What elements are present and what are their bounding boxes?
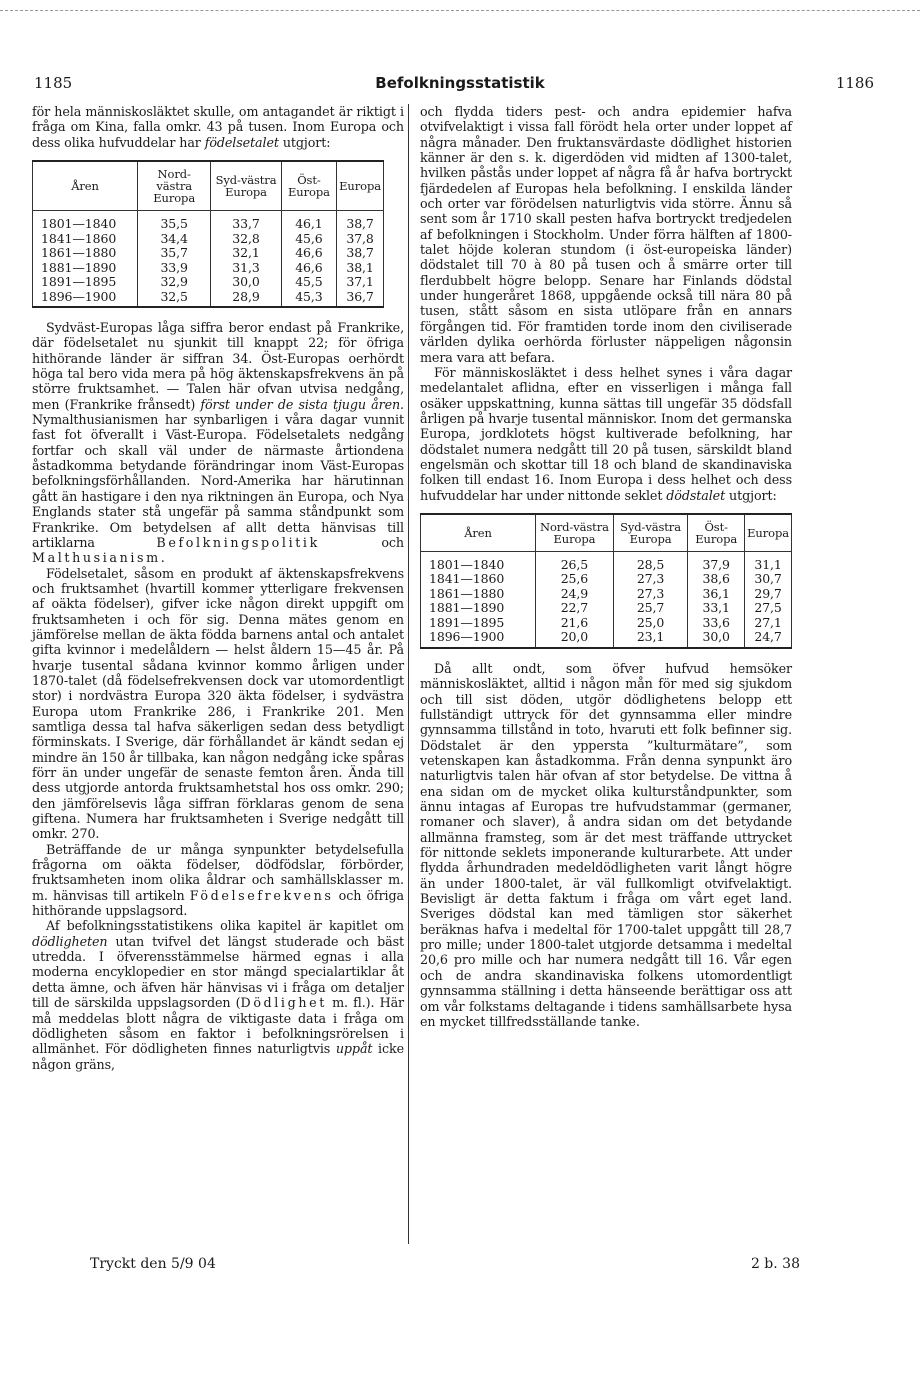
rate-cell: 33,9 — [138, 261, 211, 276]
rate-cell: 23,1 — [613, 630, 687, 648]
rate-cell: 25,7 — [613, 601, 687, 616]
rate-cell: 33,7 — [211, 211, 281, 232]
year-range-cell: 1881—1890 — [421, 601, 536, 616]
rate-cell: 27,3 — [613, 572, 687, 587]
rate-cell: 37,1 — [337, 275, 384, 290]
text-run: utan tvifvel det längst studerade och bäst utredda. I öfverensstämmelse härmed egnas i alla moderna encyklopedier en stor mängd specialartiklar åt detta ämne, och äfven här hänvisas vi i fråga om detaljer till de särskilda uppslagsorden ( — [32, 933, 404, 1011]
rate-cell: 21,6 — [536, 616, 614, 631]
table-row — [421, 551, 792, 572]
table-body — [33, 211, 384, 308]
table-header: Syd-västra Europa — [613, 514, 687, 552]
left-column — [32, 104, 404, 1072]
rate-cell: 25,0 — [613, 616, 687, 631]
death-rate-table — [420, 513, 792, 649]
rate-cell: 32,1 — [211, 246, 281, 261]
year-range-cell: 1801—1840 — [33, 211, 138, 232]
rate-cell: 31,1 — [745, 551, 792, 572]
rate-cell: 46,6 — [281, 246, 336, 261]
year-range-cell: 1896—1900 — [421, 630, 536, 648]
left-paragraph-2 — [32, 320, 404, 566]
table-header: Syd-västra Europa — [211, 161, 281, 211]
rate-cell: 29,7 — [745, 587, 792, 602]
text-run: Sydväst-Europas låga siffra beror endast på Frankrike, där födelsetalet nu sjunkit till knappt 22; för öfriga hithörande länder är siffran 34. Öst-Europas oerhördt höga tal bero vida mera på hög äktenskapsfrekvens än på större fruktsamhet. — Talen här ofvan utvisa nedgång, men (Frankrike frånsedt) — [32, 320, 404, 412]
rate-cell: 38,7 — [337, 211, 384, 232]
text-run: och öfriga hithörande uppslagsord. — [32, 887, 404, 919]
table-row — [33, 211, 384, 232]
rate-cell: 30,0 — [688, 630, 745, 648]
text-run: . — [160, 550, 165, 566]
table-row — [421, 587, 792, 602]
table-header: Åren — [33, 161, 138, 211]
table-header: Öst-Europa — [281, 161, 336, 211]
rate-cell: 45,5 — [281, 275, 336, 290]
table-row — [33, 246, 384, 261]
print-date: Tryckt den 5/9 04 — [90, 1256, 216, 1272]
table-header: Öst-Europa — [688, 514, 745, 552]
rate-cell: 37,8 — [337, 232, 384, 247]
rate-cell: 34,4 — [138, 232, 211, 247]
italic-term: dödligheten — [32, 933, 108, 949]
rate-cell: 27,3 — [613, 587, 687, 602]
table-row — [421, 601, 792, 616]
rate-cell: 32,9 — [138, 275, 211, 290]
rate-cell: 33,1 — [688, 601, 745, 616]
spaced-term: Dödlighet — [240, 995, 327, 1011]
text-run: för hela människosläktet skulle, om antagandet är riktigt i fråga om Kina, falla omkr. 43 på tusen. Inom Europa och dess olika hufvuddelar har — [32, 104, 404, 150]
year-range-cell: 1891—1895 — [421, 616, 536, 631]
rate-cell: 45,3 — [281, 290, 336, 308]
rate-cell: 22,7 — [536, 601, 614, 616]
page-number-right: 1186 — [835, 74, 874, 92]
table-row — [33, 261, 384, 276]
year-range-cell: 1861—1880 — [421, 587, 536, 602]
rate-cell: 38,1 — [337, 261, 384, 276]
year-range-cell: 1891—1895 — [33, 275, 138, 290]
year-range-cell: 1896—1900 — [33, 290, 138, 308]
text-run: och — [319, 534, 404, 550]
rate-cell: 36,7 — [337, 290, 384, 308]
italic-term: först under de sista tjugu åren. — [200, 396, 404, 412]
rate-cell: 33,6 — [688, 616, 745, 631]
spaced-term: Malthusianism — [32, 550, 161, 566]
rate-cell: 32,5 — [138, 290, 211, 308]
rate-cell: 45,6 — [281, 232, 336, 247]
rate-cell: 38,6 — [688, 572, 745, 587]
rate-cell: 32,8 — [211, 232, 281, 247]
table-header: Nord-västra Europa — [138, 161, 211, 211]
table-header: Europa — [745, 514, 792, 552]
right-paragraph-1: och flydda tiders pest- och andra epidemier hafva otvifvelaktigt i vissa fall förödt hela orter under loppet af några månader. Den fruktansvärdaste dödlighet historien känner är den s. k. digerdöden vid midten af 1300-talet, hvilken påstås under loppet af några få år hafva bortryckt fjärdedelen af Europas hela befolkning. I enskilda länder och orter var förödelsen naturligtvis vida större. Ännu så sent som år 1710 skall pesten hafva bortryckt tredjedelen af befolkningen i Stockholm. Under förra hälften af 1800-talet höjde koleran stundom (i öst-europeiska länder) dödstalet till 70 à 80 på tusen och å smärre orter till flerdubbelt högre belopp. Senare har Finlands dödstal under hungeråret 1868, uppgående också till nära 80 på tusen, stått såsom en sista utlöpare från en annars förgången tid. För framtiden torde inom den civiliserade världen dylika oerhörda förluster näppeligen någonsin mera vara att befara. — [420, 104, 792, 365]
text-run: utgjort: — [725, 487, 777, 503]
rate-cell: 24,7 — [745, 630, 792, 648]
table-row — [421, 616, 792, 631]
running-title: Befolkningsstatistik — [375, 74, 545, 92]
text-run: icke någon gräns, — [32, 1041, 404, 1072]
left-paragraph-1 — [32, 104, 404, 150]
rate-cell: 37,9 — [688, 551, 745, 572]
page-number-left: 1185 — [34, 74, 73, 92]
table-body — [421, 551, 792, 648]
text-run: utgjort: — [278, 134, 331, 150]
table-header: Nord-västra Europa — [536, 514, 614, 552]
right-paragraph-3: Då allt ondt, som öfver hufvud hemsöker människosläktet, alltid i någon mån för med sig sjukdom och till sist döden, utgör dödlighetens belopp ett fullständigt uttryck för det gynnsamma eller mindre gynnsamma tillstånd in toto, hvaruti ett folk befinner sig. Dödstalet är den yppersta ”kulturmätare”, som vetenskapen kan åstadkomma. Från denna synpunkt äro naturligtvis talen här ofvan af stor betydelse. De vittna å ena sidan om de mycket olika kulturståndpunkter, som ännu intagas af Europas tre hufvudstammar (germaner, romaner och slaver), å andra sidan om det betydande allmänna framsteg, som är det mest träffande uttrycket för nittonde seklets imponerande kulturarbete. Att under flydda århundraden medeldödligheten varit långt högre än under 1800-talet, är väl fullkomligt otvifvelaktigt. Bevisligt är detta faktum i fråga om vårt eget land. Sveriges dödstal kan med tämligen stor säkerhet beräknas hafva i medeltal för 1700-talet uppgått till 28,7 pro mille; under 1800-talet utgjorde detsamma i medeltal 20,6 pro mille och har numera nedgått till 16. Vår egen och de andra skandinaviska folkens utomordentligt gynnsamma ställning i detta hänseende berättigar oss att om vår folkstams deltagande i tidens samhällsarbete hysa en mycket tillfredsställande tanke. — [420, 660, 792, 1029]
right-paragraph-2 — [420, 365, 792, 503]
text-run: Beträffande de ur många synpunkter betydelsefulla frågorna om oäkta födelser, dödfödslar, förbörder, fruktsamheten inom olika åldrar och samhällsklasser m. m. hänvisas till artikeln — [32, 841, 404, 903]
rate-cell: 46,1 — [281, 211, 336, 232]
rate-cell: 24,9 — [536, 587, 614, 602]
left-paragraph-4 — [32, 842, 404, 919]
rate-cell: 25,6 — [536, 572, 614, 587]
left-paragraph-5 — [32, 918, 404, 1071]
spaced-term: Födelsefrekvens — [189, 887, 334, 903]
rate-cell: 28,5 — [613, 551, 687, 572]
rate-cell: 35,7 — [138, 246, 211, 261]
table-header: Åren — [421, 514, 536, 552]
text-run: m. fl.). Här må meddelas blott några de viktigaste data i fråga om dödligheten såsom en faktor i befolkningsrörelsen i allmänhet. För dödligheten finnes naturligtvis — [32, 995, 405, 1057]
italic-term: födelsetalet — [204, 134, 279, 150]
year-range-cell: 1841—1860 — [421, 572, 536, 587]
column-divider — [408, 104, 409, 1244]
text-run: Nymalthusianismen har synbarligen i våra dagar vunnit fast fot öfverallt i Väst-Europa. Födelsetalets nedgång fortfar och skall väl under de närmaste årtiondena åstadkomma betydande förändringar inom Väst-Europas befolkningsförhållanden. Nord-Amerika har härutinnan gått än hastigare i den nya riktningen än Europa, och Nya Englands stater stå ungefär på samma ståndpunkt som Frankrike. Om betydelsen af allt detta hänvisas till artiklarna — [32, 412, 404, 550]
signature-mark: 2 b. 38 — [750, 1256, 800, 1272]
year-range-cell: 1841—1860 — [33, 232, 138, 247]
table-row — [33, 232, 384, 247]
table-row — [421, 572, 792, 587]
left-paragraph-3: Födelsetalet, såsom en produkt af äktenskapsfrekvens och fruktsamhet (hvartill kommer ytterligare frekvensen af oäkta födelser), gifver icke någon direkt uppgift om fruktsamheten i och för sig. Denna mätes genom en jämförelse mellan de äkta födda barnens antal och antalet gifta kvinnor i medelåldern — helst åldern 15—45 år. På hvarje tusental sådana kvinnor kommo årligen under 1870-talet (då födelsefrekvensen dock var utomordentligt stor) i nordvästra Europa 320 äkta födelser, i sydvästra Europa utom Frankrike 286, i Frankrike 201. Men samtliga dessa tal hafva säkerligen sedan dess betydligt förminskats. I Sverige, där förhållandet är kändt sedan ej mindre än 150 år tillbaka, kan någon nedgång icke spåras förr än under ungefär de senaste femton åren. Ända till dess utgjorde antorda fruktsamhetstal hos oss omkr. 290; den jämförelsevis låga siffran förklaras genom de sena giftena. Numera har fruktsamheten i Sverige nedgått till omkr. 270. — [32, 565, 404, 842]
spaced-term: Befolkningspolitik — [156, 534, 320, 550]
rate-cell: 36,1 — [688, 587, 745, 602]
table-row — [33, 290, 384, 308]
rate-cell: 30,7 — [745, 572, 792, 587]
rate-cell: 38,7 — [337, 246, 384, 261]
right-column — [420, 104, 792, 1029]
top-rule — [0, 10, 920, 11]
rate-cell: 30,0 — [211, 275, 281, 290]
birth-rate-table — [32, 160, 384, 308]
year-range-cell: 1881—1890 — [33, 261, 138, 276]
text-run: Af befolkningsstatistikens olika kapitel är kapitlet om — [46, 918, 404, 934]
table-row — [33, 275, 384, 290]
table-row — [421, 630, 792, 648]
rate-cell: 20,0 — [536, 630, 614, 648]
rate-cell: 27,5 — [745, 601, 792, 616]
year-range-cell: 1861—1880 — [33, 246, 138, 261]
rate-cell: 31,3 — [211, 261, 281, 276]
rate-cell: 27,1 — [745, 616, 792, 631]
rate-cell: 26,5 — [536, 551, 614, 572]
rate-cell: 46,6 — [281, 261, 336, 276]
table-header: Europa — [337, 161, 384, 211]
year-range-cell: 1801—1840 — [421, 551, 536, 572]
text-run: För människosläktet i dess helhet synes i våra dagar medelantalet aflidna, efter en visserligen i många fall osäker uppskattning, kunna sättas till ungefär 35 dödsfall årligen på hvarje tusental människor. Inom det germanska Europa, jordklotets högst kultiverade befolkning, har dödstalet numera nedgått till 20 på tusen, särskildt bland engelsmän och skottar till 18 och bland de skandinaviska folken till endast 16. Inom Europa i dess helhet och dess hufvuddelar har under nittonde seklet — [420, 364, 792, 503]
rate-cell: 28,9 — [211, 290, 281, 308]
italic-term: uppåt — [335, 1041, 373, 1057]
rate-cell: 35,5 — [138, 211, 211, 232]
italic-term: dödstalet — [666, 487, 726, 503]
